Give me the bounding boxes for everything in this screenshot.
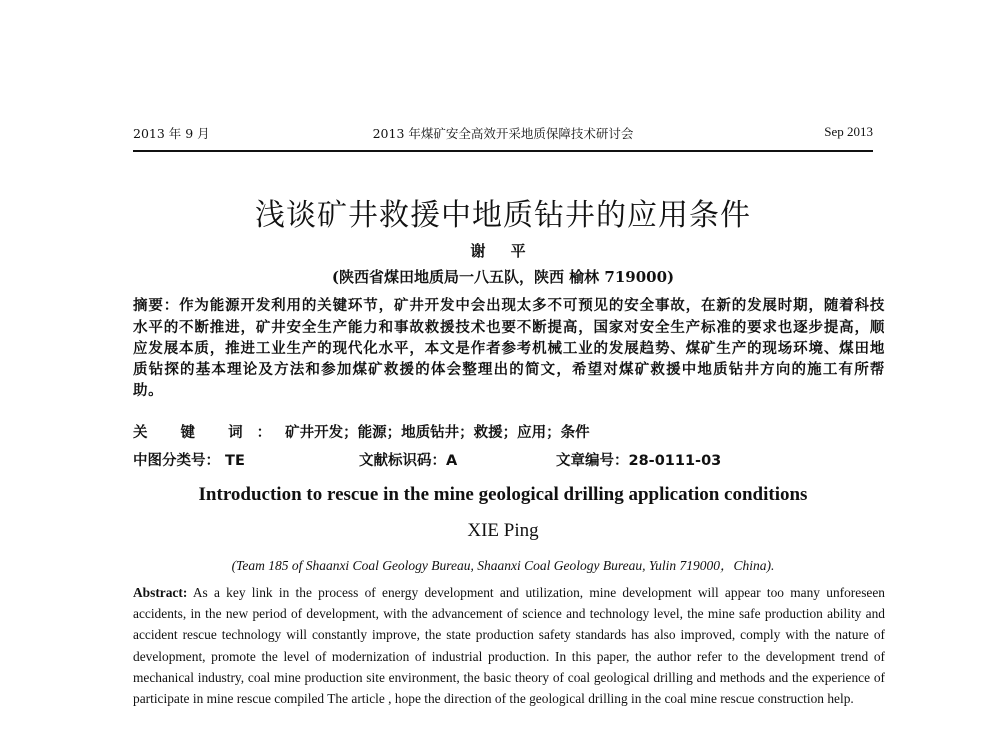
affiliation-zh: (陕西省煤田地质局一八五队，陕西 榆林 719000) — [331, 268, 675, 286]
author-en: XIE Ping — [467, 520, 539, 541]
abstract-text-zh: 作为能源开发利用的关键环节，矿井开发中会出现太多不可预见的安全事故，在新的发展时期，随着科技水平的不断推进，矿井安全生产能力和事故救援技术也要不断提高，国家对安全生产标准的要求也逐步提高，顺应发展本质，推进工业生产的现代化水平，本文是作者参考机械工业的发展趋势、煤矿生产的现场环境、煤田地质钻探的基本理论及方法和参加煤矿救援的体会整理出的简文，希望对煤矿救援中地质钻井方向的施工有所帮助。 — [133, 297, 885, 399]
running-header — [133, 124, 873, 144]
paper-title-en: Introduction to rescue in the mine geological drilling application conditions — [198, 484, 808, 505]
document-code: 文献标识码：A — [359, 453, 458, 469]
abstract-label-zh: 摘要： — [133, 298, 180, 314]
abstract-zh — [133, 295, 885, 401]
header-rule — [133, 150, 873, 152]
author-zh: 谢 平 — [470, 242, 536, 260]
header-date-en: Sep 2013 — [824, 124, 873, 139]
header-date-zh: 2013 年 9 月 — [133, 126, 210, 141]
keywords-text-zh: 矿井开发；能源；地质钻井；救援；应用；条件 — [285, 424, 590, 441]
article-number: 文章编号：28-0111-03 — [556, 453, 722, 469]
abstract-label-en: Abstract: — [133, 585, 188, 600]
paper-title-zh: 浅谈矿井救援中地质钻井的应用条件 — [255, 198, 751, 233]
abstract-text-en: As a key link in the process of energy development and utilization, mine development will appear too many unforeseen accidents, in the new period of development, with the advancement of science and technology level, the mine safe production ability and accident rescue technology will constantly improve, the state production safety standards has also improved, comply with the nature of development, promote the level of modernization of industrial production. In this paper, the author refer to the development trend of mechanical industry, coal mine production site environment, the basic theory of coal geological drilling and methods and the experience of participate in mine rescue compiled The article , hope the direction of the geological drilling in the coal mine rescue construction help. — [133, 585, 886, 707]
affiliation-en: (Team 185 of Shaanxi Coal Geology Bureau, Shaanxi Coal Geology Bureau, Yulin 719000，China). — [231, 558, 775, 573]
abstract-en — [133, 582, 885, 709]
clc-number: 中图分类号： TE — [133, 453, 245, 469]
keywords-zh — [133, 421, 885, 442]
header-conference-title: 2013 年煤矿安全高效开采地质保障技术研讨会 — [372, 126, 634, 141]
classification-line — [133, 449, 885, 469]
keywords-label-zh: 关 键 词： — [133, 425, 286, 441]
